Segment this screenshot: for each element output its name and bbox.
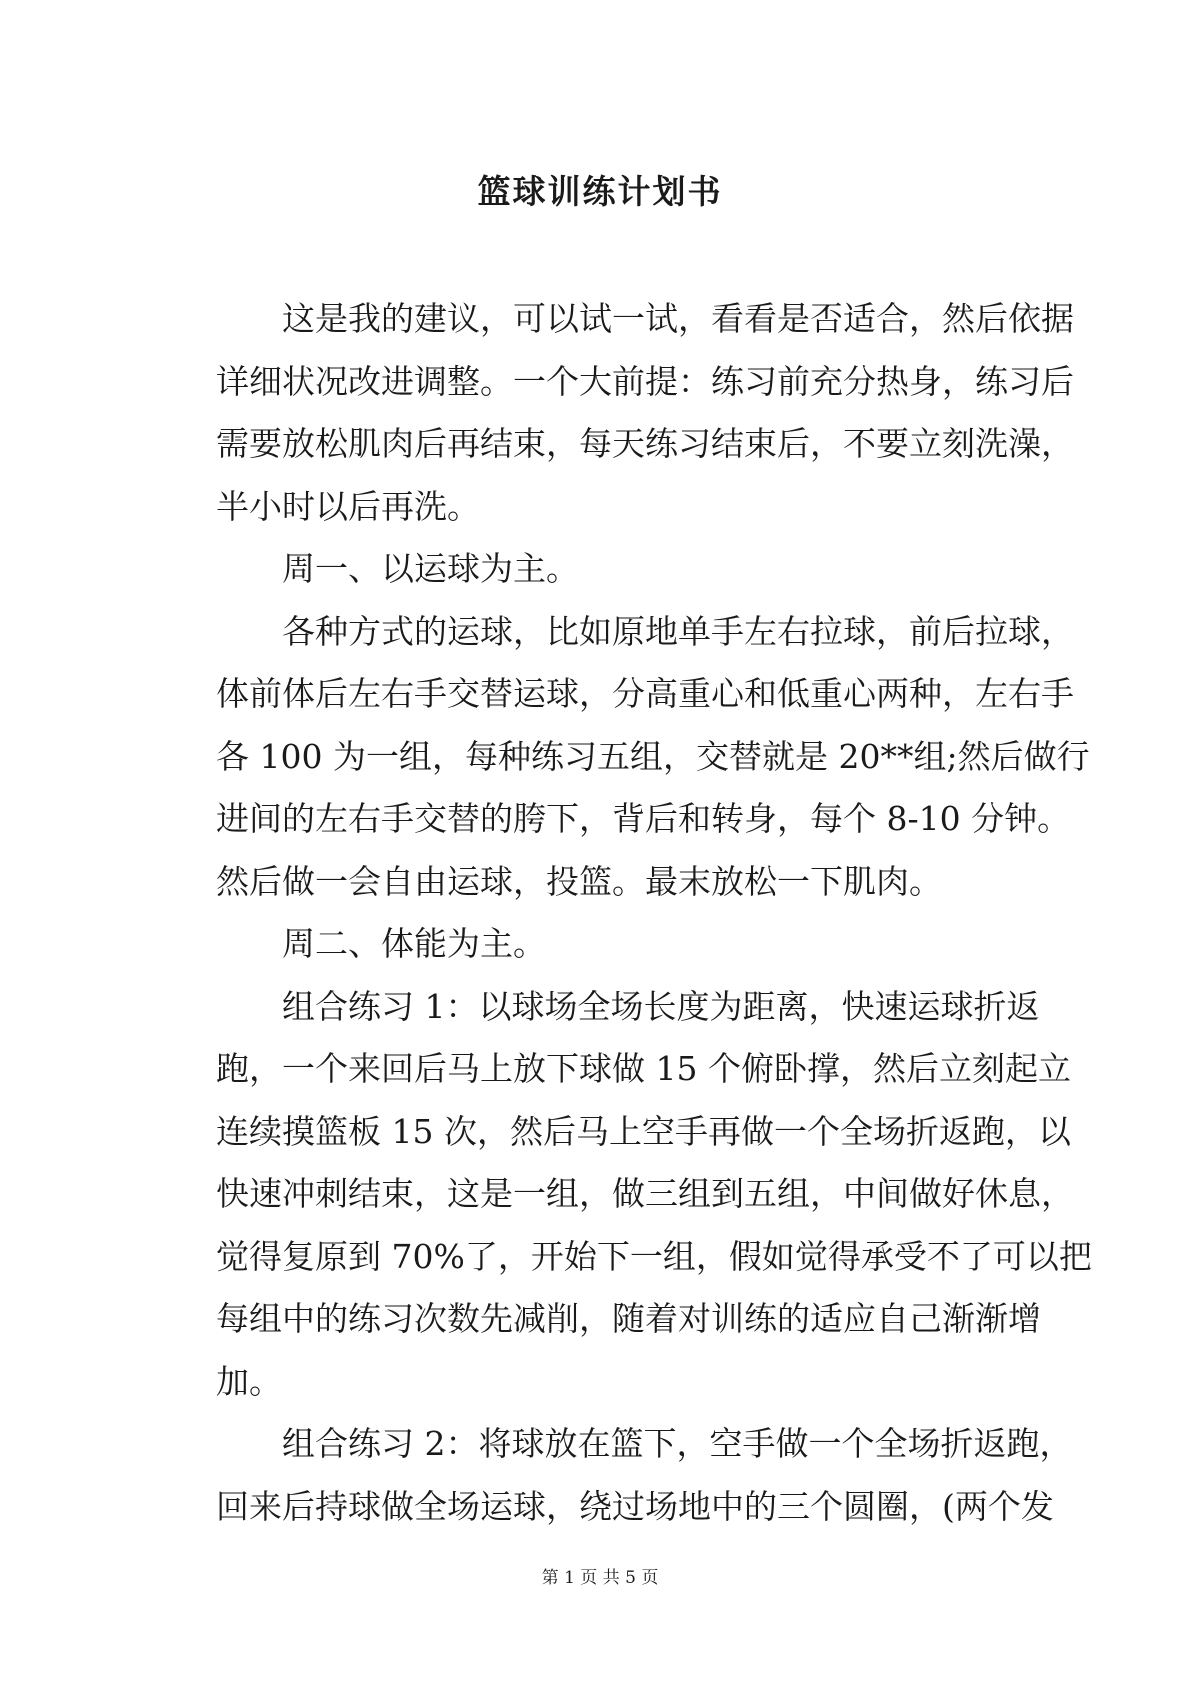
text-line: 跑，一个来回后马上放下球做 15 个俯卧撑，然后立刻起立: [216, 1049, 1071, 1088]
text-line: 然后做一会自由运球，投篮。最末放松一下肌肉。: [216, 861, 942, 901]
text-line: 各 100 为一组，每种练习五组，交替就是 20**组;然后做行: [216, 736, 1090, 776]
text-line: 详细状况改进调整。一个大前提：练习前充分热身，练习后: [216, 361, 1074, 401]
page-footer: 第 1 页 共 5 页: [541, 1568, 659, 1588]
text-line: 觉得复原到 70%了，开始下一组，假如觉得承受不了可以把: [216, 1236, 1092, 1276]
text-line: 组合练习 2：将球放在篮下，空手做一个全场折返跑，: [282, 1424, 1073, 1463]
text-line: 快速冲刺结束，这是一组，做三组到五组，中间做好休息，: [216, 1174, 1074, 1213]
text-line: 半小时以后再洗。: [216, 486, 480, 526]
document-title: 篮球训练计划书: [477, 172, 723, 211]
text-line: 需要放松肌肉后再结束，每天练习结束后，不要立刻洗澡，: [216, 424, 1074, 463]
document-body: [216, 288, 1092, 1538]
section-heading-monday: 周一、以运球为主。: [282, 549, 579, 588]
text-line: 体前体后左右手交替运球，分高重心和低重心两种，左右手: [216, 674, 1074, 713]
text-line: 这是我的建议，可以试一试，看看是否适合，然后依据: [282, 299, 1074, 338]
section-heading-tuesday: 周二、体能为主。: [282, 924, 546, 963]
text-line: 每组中的练习次数先减削，随着对训练的适应自己渐渐增: [216, 1299, 1041, 1338]
text-line: 加。: [216, 1361, 282, 1401]
text-line: 各种方式的运球，比如原地单手左右拉球，前后拉球，: [282, 611, 1074, 651]
text-line: 组合练习 1：以球场全场长度为距离，快速运球折返: [282, 986, 1040, 1026]
text-line: 回来后持球做全场运球，绕过场地中的三个圆圈，(两个发: [216, 1486, 1054, 1526]
text-line: 连续摸篮板 15 次，然后马上空手再做一个全场折返跑，以: [216, 1111, 1071, 1151]
text-line: 进间的左右手交替的胯下，背后和转身，每个 8-10 分钟。: [216, 799, 1071, 838]
